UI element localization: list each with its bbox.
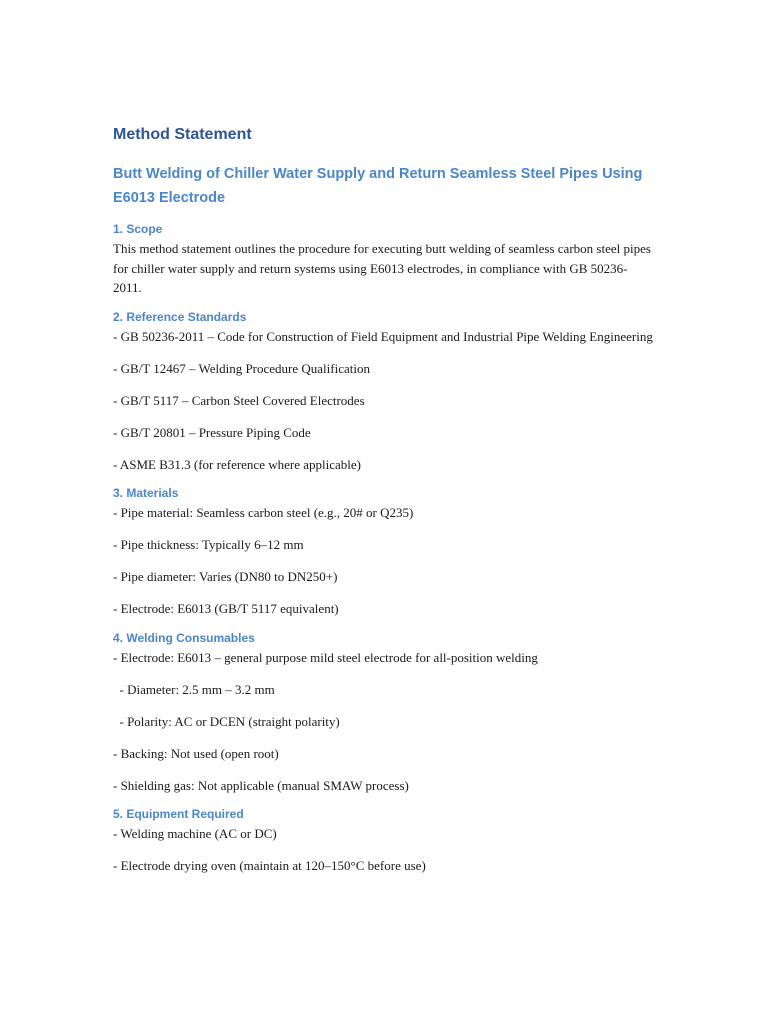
section-equipment-required <box>113 804 653 876</box>
list-item: - Pipe material: Seamless carbon steel (e.g., 20# or Q235) <box>113 505 414 520</box>
list-item: - Pipe diameter: Varies (DN80 to DN250+) <box>113 569 338 584</box>
document-page <box>113 124 653 876</box>
list-item: - Electrode: E6013 – general purpose mild steel electrode for all-position welding <box>113 649 538 665</box>
list-item: - Backing: Not used (open root) <box>113 745 279 761</box>
list-item: - GB/T 5117 – Carbon Steel Covered Electrodes <box>113 392 365 408</box>
section-heading: 5. Equipment Required <box>113 807 244 821</box>
section-heading: 2. Reference Standards <box>113 309 247 324</box>
section-materials <box>113 483 653 619</box>
section-scope <box>113 219 653 298</box>
list-item: - GB 50236-2011 – Code for Construction of Field Equipment and Industrial Pipe Welding Engineering <box>113 328 653 344</box>
list-item: - Polarity: AC or DCEN (straight polarity) <box>113 713 340 729</box>
section-heading: 3. Materials <box>113 486 179 500</box>
section-paragraph: This method statement outlines the procedure for executing butt welding of seamless carbon steel pipes for chiller water supply and return systems using E6013 electrodes, in compliance with GB 50236-2011. <box>113 241 651 295</box>
list-item: - ASME B31.3 (for reference where applicable) <box>113 456 361 472</box>
list-item: - Diameter: 2.5 mm – 3.2 mm <box>113 681 275 697</box>
section-heading: 4. Welding Consumables <box>113 630 255 645</box>
list-item: - Welding machine (AC or DC) <box>113 826 277 841</box>
document-subtitle: Butt Welding of Chiller Water Supply and Return Seamless Steel Pipes Using E6013 Electrode <box>113 166 643 206</box>
list-item: - Electrode drying oven (maintain at 120–150°C before use) <box>113 858 426 873</box>
section-welding-consumables <box>113 628 653 796</box>
section-heading: 1. Scope <box>113 222 163 236</box>
list-item: - GB/T 12467 – Welding Procedure Qualification <box>113 360 370 376</box>
list-item: - GB/T 20801 – Pressure Piping Code <box>113 424 311 440</box>
section-reference-standards <box>113 307 653 475</box>
document-title: Method Statement <box>113 126 252 143</box>
list-item: - Electrode: E6013 (GB/T 5117 equivalent) <box>113 601 339 616</box>
list-item: - Pipe thickness: Typically 6–12 mm <box>113 537 304 552</box>
list-item: - Shielding gas: Not applicable (manual SMAW process) <box>113 777 409 793</box>
